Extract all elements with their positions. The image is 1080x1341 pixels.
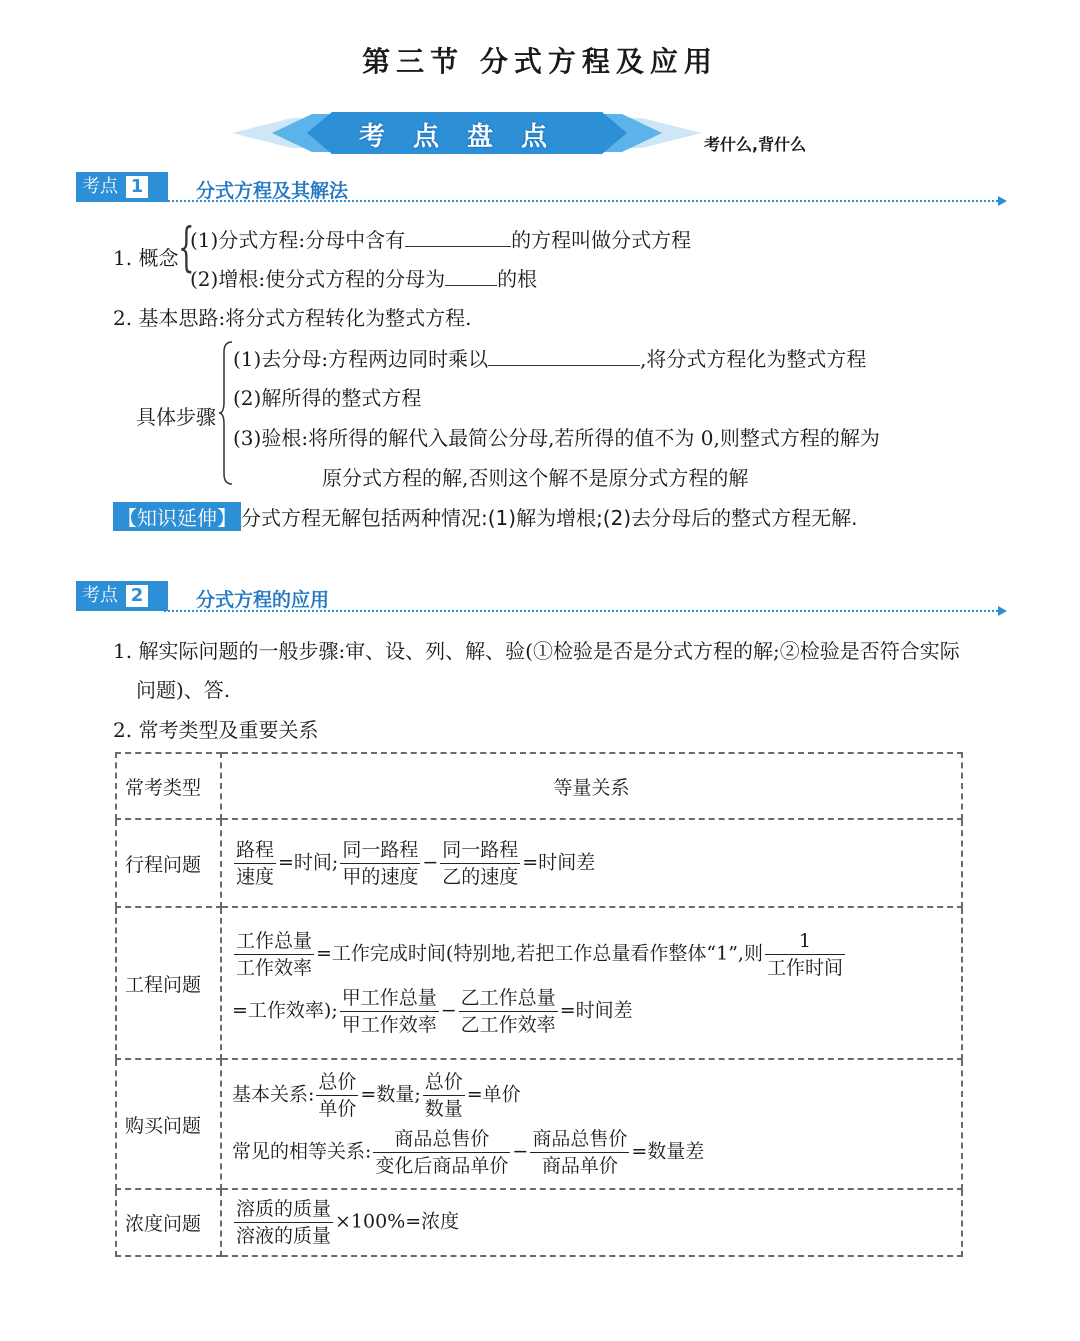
travel-type: 行程问题 [116, 819, 221, 907]
work-eq: =时间差 [559, 999, 633, 1022]
kaodian-2-arrow-icon [998, 606, 1007, 616]
step-1-text-end: ,将分式方程化为整式方程 [640, 347, 867, 371]
travel-relation [221, 819, 962, 907]
purchase-basic-label: 基本关系: [232, 1083, 315, 1106]
page-title: 第三节 分式方程及应用 [362, 45, 718, 78]
kaodian-2-title: 分式方程的应用 [196, 589, 330, 611]
minus-sign: − [512, 1140, 529, 1163]
concentration-eq: ×100%=浓度 [335, 1210, 460, 1233]
knowledge-extension-text: 分式方程无解包括两种情况:(1)解为增根;(2)去分母后的整式方程无解. [241, 506, 858, 530]
work-line-1 [232, 928, 951, 981]
concept-line-1 [190, 224, 691, 253]
concentration-fraction [234, 1196, 333, 1249]
concept-2-text-end: 的根 [497, 267, 538, 291]
concept-1-text: (1)分式方程:分母中含有 [190, 228, 406, 252]
concept-label: 1. 概念 [113, 246, 179, 270]
work-text-2: =工作效率); [232, 999, 338, 1022]
work-fraction-2 [765, 928, 845, 981]
kaodian-2-number: 2 [126, 585, 148, 607]
minus-sign: − [440, 999, 457, 1022]
fraction-numerator: 路程 [234, 837, 276, 864]
purchase-fraction-1 [316, 1069, 358, 1122]
fraction-numerator: 甲工作总量 [340, 985, 439, 1012]
steps-label: 具体步骤 [136, 405, 216, 429]
purchase-fraction-3 [373, 1126, 510, 1179]
purchase-eq-3: =数量差 [631, 1140, 705, 1163]
kaodian-1-arrow-icon [998, 196, 1007, 206]
kaodian-pandian-banner [232, 110, 702, 156]
purchase-fraction-2 [423, 1069, 465, 1122]
fraction-numerator: 溶质的质量 [234, 1196, 333, 1223]
fraction-numerator: 1 [765, 928, 845, 955]
steps-brace [218, 340, 234, 486]
fraction-numerator: 乙工作总量 [459, 985, 558, 1012]
purchase-eq-1: =数量; [360, 1083, 421, 1106]
header-relation: 等量关系 [221, 753, 962, 819]
knowledge-extension [113, 502, 858, 531]
fraction-denominator: 商品单价 [541, 1155, 618, 1177]
concentration-relation [221, 1189, 962, 1256]
kaodian-2-badge [76, 581, 168, 611]
step-3-line-2: 原分式方程的解,否则这个解不是原分式方程的解 [322, 466, 749, 490]
step-1-text: (1)去分母:方程两边同时乘以 [233, 347, 489, 371]
work-fraction-3 [340, 985, 439, 1038]
kaodian-2-box-label: 考点 [82, 585, 118, 606]
purchase-relation [221, 1059, 962, 1189]
travel-fraction-3 [440, 837, 520, 890]
table-row-travel [116, 819, 962, 907]
minus-sign: − [422, 851, 439, 873]
fraction-denominator: 工作效率 [236, 957, 313, 979]
work-line-2 [232, 985, 951, 1038]
concept-line-2 [190, 263, 537, 292]
fraction-denominator: 数量 [424, 1098, 463, 1120]
banner-tag: 考什么,背什么 [704, 135, 807, 154]
fraction-denominator: 甲工作效率 [341, 1014, 437, 1036]
fraction-denominator: 工作时间 [766, 957, 843, 979]
kaodian-1-dotted-line [164, 200, 998, 202]
work-relation [221, 907, 962, 1059]
fraction-denominator: 乙的速度 [442, 865, 519, 888]
header-type: 常考类型 [116, 753, 221, 819]
work-fraction-1 [234, 928, 314, 981]
purchase-common-label: 常见的相等关系: [232, 1140, 372, 1163]
step-2: (2)解所得的整式方程 [233, 386, 422, 410]
kaodian-1-badge [76, 172, 168, 202]
fraction-denominator: 变化后商品单价 [375, 1155, 509, 1177]
travel-eq-2: =时间差 [522, 851, 596, 873]
step-1-blank [488, 345, 640, 366]
concept-1-blank [405, 226, 511, 247]
concept-brace: { [178, 218, 195, 278]
purchase-type: 购买问题 [116, 1059, 221, 1189]
kaodian-2-dotted-line [164, 610, 998, 612]
concept-2-blank [445, 265, 497, 286]
purchase-eq-2: =单价 [466, 1083, 521, 1106]
fraction-numerator: 同一路程 [440, 837, 520, 864]
fraction-numerator: 工作总量 [234, 928, 314, 955]
concentration-type: 浓度问题 [116, 1189, 221, 1256]
table-row-purchase [116, 1059, 962, 1189]
purchase-line-2 [232, 1126, 951, 1179]
basic-idea: 2. 基本思路:将分式方程转化为整式方程. [113, 306, 472, 330]
travel-eq-1: =时间; [278, 851, 339, 873]
kaodian-1-box-label: 考点 [82, 176, 118, 197]
work-text-1: =工作完成时间(特别地,若把工作总量看作整体“1”,则 [316, 942, 763, 965]
work-type: 工程问题 [116, 907, 221, 1059]
equivalence-table [115, 752, 963, 1257]
fraction-denominator: 甲的速度 [342, 865, 419, 888]
work-fraction-4 [459, 985, 558, 1038]
application-steps-line-1: 1. 解实际问题的一般步骤:审、设、列、解、验(①检验是否是分式方程的解;②检验是否符合实际 [113, 639, 960, 663]
step-1 [233, 343, 866, 372]
table-header-row [116, 753, 962, 819]
banner-label: 考点盘点 [358, 122, 575, 152]
application-steps-line-2: 问题)、答. [136, 678, 231, 702]
travel-fraction-1 [234, 837, 276, 890]
fraction-denominator: 单价 [318, 1098, 357, 1120]
fraction-denominator: 乙工作效率 [460, 1014, 556, 1036]
table-row-concentration [116, 1189, 962, 1256]
fraction-numerator: 总价 [316, 1069, 358, 1096]
concept-1-text-end: 的方程叫做分式方程 [511, 228, 692, 252]
purchase-fraction-4 [530, 1126, 629, 1179]
table-row-work [116, 907, 962, 1059]
concept-2-text: (2)增根:使分式方程的分母为 [190, 267, 446, 291]
fraction-denominator: 速度 [236, 865, 275, 888]
step-3-line-1: (3)验根:将所得的解代入最简公分母,若所得的值不为 0,则整式方程的解为 [233, 426, 880, 450]
kaodian-1-title: 分式方程及其解法 [196, 180, 349, 202]
knowledge-extension-label: 【知识延伸】 [113, 502, 241, 531]
fraction-numerator: 商品总售价 [373, 1126, 510, 1153]
kaodian-1-number: 1 [126, 176, 148, 198]
fraction-numerator: 总价 [423, 1069, 465, 1096]
travel-fraction-2 [340, 837, 420, 890]
fraction-denominator: 溶液的质量 [236, 1225, 332, 1247]
fraction-numerator: 商品总售价 [530, 1126, 629, 1153]
common-types-heading: 2. 常考类型及重要关系 [113, 718, 319, 742]
fraction-numerator: 同一路程 [340, 837, 420, 864]
purchase-line-1 [232, 1069, 951, 1122]
